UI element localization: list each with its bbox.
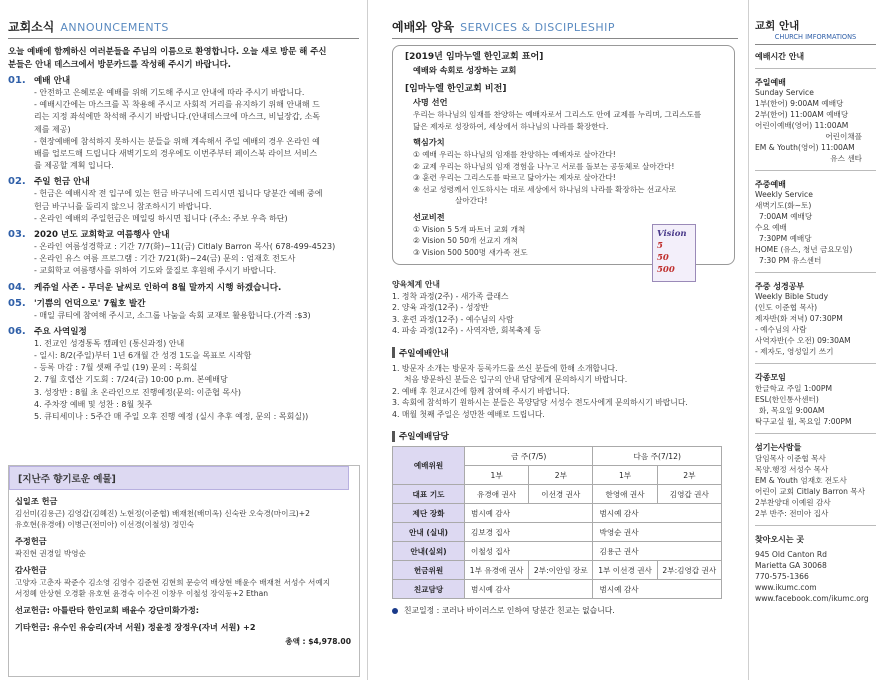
staff-line: 목양.행정 서성수 목사 <box>755 465 829 474</box>
announcement-number: 01. <box>8 75 26 86</box>
announcement-line: - 온라인 유스 여름 프로그램 : 기간 7/21(화)~24(금) 문의 : 엄재호 전도사 <box>34 254 296 264</box>
training-title: 양육체계 안내 <box>392 280 440 289</box>
announcement-line: - 안전하고 은혜로운 예배를 위해 기도해 주시고 안내에 따라 주시기 바랍니다. <box>34 88 305 97</box>
schedule-line: 화, 목요일 9:00AM <box>759 406 825 415</box>
giving-names: 고양자 고춘자 곽준수 김소영 김영수 김준현 김현희 문승억 배상현 배윤수 배재천 서성수 서예지 <box>15 578 331 587</box>
announcement-line: 4. 주차장 예배 및 성찬 : 8월 첫주 <box>34 399 153 409</box>
duty-cell: 2부:김영갑 권사 <box>657 561 721 580</box>
vision-badge-number: 500 <box>657 265 675 275</box>
duty-sub-header: 1부 <box>465 466 529 485</box>
core-value-line: ① 예배 우리는 하나님의 임재를 찬양하는 예배자로 살아간다! <box>413 150 616 159</box>
announcement-number: 05. <box>8 297 26 309</box>
schedule-line: 수요 예배 <box>755 223 787 232</box>
mission-line: 닮은 제자로 성장하여, 세상에서 하나님의 나라를 확장한다. <box>413 121 609 131</box>
announcement-line: - 현장예배에 참석하지 못하시는 분들을 위해 계속해서 주일 예배의 경우 온라인 예 <box>34 136 320 146</box>
duty-cell: 범시예 감사 <box>465 580 593 599</box>
mission-vision-line: ① Vision 5 5개 파트너 교회 개척 <box>413 224 526 234</box>
vision-title: [임마누엘 한인교회 비전] <box>405 84 507 94</box>
duty-sub-header: 2부 <box>657 466 721 485</box>
divider <box>755 272 876 273</box>
duty-cell: 이선경 권사 <box>529 485 593 504</box>
announcements-title-ko: 교회소식 <box>8 20 55 34</box>
directions-title: 찾아오시는 곳 <box>755 535 805 544</box>
table-row <box>393 523 722 542</box>
announcement-number: 06. <box>8 325 26 337</box>
fellowship-note-text: 친교일정 : 코러나 바이러스로 인하여 당분간 친교는 없습니다. <box>404 606 615 615</box>
duty-cell: 박영순 권사 <box>593 523 722 542</box>
giving-names: 곽진현 권경일 박영순 <box>15 549 86 558</box>
schedule-line: 한글학교 주일 1:00PM <box>755 384 833 393</box>
staff-title: 섬기는사람들 <box>755 443 802 452</box>
training-line: 4. 파송 과정(12주) - 사역자반, 회복축제 등 <box>392 326 542 335</box>
schedule-line: ESL(한인통사센터) <box>755 395 819 404</box>
staff-line: EM & Youth 엄재호 전도사 <box>755 476 847 485</box>
duty-row-label: 안내 (실내) <box>393 523 465 542</box>
schedule-line: 7:30 PM 유스센터 <box>759 256 822 265</box>
sunday-title-en: Sunday Service <box>755 88 814 97</box>
services-header <box>392 18 738 39</box>
announcements-header <box>8 18 359 39</box>
announcement-line: 2. 7월 호렙산 기도회 : 7/24(금) 10:00 p.m. 본예배당 <box>34 375 228 385</box>
announcement-line: 1. 전교인 성경통독 캠페인 (통신과정) 안내 <box>34 338 185 348</box>
section-bar <box>392 431 395 442</box>
duty-cell: 이철성 집사 <box>465 542 593 561</box>
announcement-item <box>8 229 359 278</box>
core-value-line: ④ 선교 성령께서 인도하시는 대로 세상에서 하나님의 나라를 확장하는 선교사로 <box>413 184 677 194</box>
worship-guide-title: 주일예배안내 <box>399 348 449 359</box>
giving-title: 기타헌금: 유수인 유승리(자녀 서원) 정윤정 장정우(자녀 서원) +2 <box>15 622 256 632</box>
mission-vision-line: ② Vision 50 50개 선교지 개척 <box>413 236 518 245</box>
announcement-line: - 매일 큐티에 참여해 주시고, 소그룹 나눔을 속회 교재로 활용합니다.(가격 :$3) <box>34 310 311 320</box>
mission-vision-line: ③ Vision 500 500명 새가족 전도 <box>413 247 528 257</box>
schedule-line: EM & Youth(영어) 11:00AM <box>755 143 855 152</box>
giving-title: 감사헌금 <box>15 565 47 575</box>
announcement-line: 제를 제공) <box>34 124 71 134</box>
weekly-title: 주중예배 <box>755 180 786 189</box>
announcement-item <box>8 282 359 294</box>
website-link[interactable]: www.ikumc.com <box>755 583 817 592</box>
announcement-item <box>8 75 359 172</box>
motto: 예배와 속회로 성장하는 교회 <box>413 65 517 75</box>
duty-cell: 2부:이안임 장로 <box>529 561 593 580</box>
church-info-subtitle: CHURCH IMFORMATIONS <box>755 33 876 45</box>
vision-badge-number: 5 <box>657 241 663 251</box>
hours-title: 예배시간 안내 <box>755 52 805 61</box>
announcement-number: 03. <box>8 229 26 241</box>
welcome-intro <box>8 45 359 71</box>
address-line: 945 Old Canton Rd <box>755 550 827 559</box>
schedule-line: 제자반(화 저녁) 07:30PM <box>755 314 843 323</box>
schedule-line: - 제자도, 영성일기 쓰기 <box>755 347 834 356</box>
weekly-title-en: Weekly Service <box>755 190 813 199</box>
giving-title: 십일조 헌금 <box>15 496 58 506</box>
schedule-line: - 예수님의 사람 <box>755 325 807 334</box>
duty-row-label: 제단 장화 <box>393 504 465 523</box>
table-row <box>393 485 722 504</box>
phone-number: 770-575-1366 <box>755 572 809 581</box>
guide-line: 처음 방문하신 분들은 입구의 안내 담당에게 문의하시기 바랍니다. <box>404 375 628 384</box>
staff-line: 2부 반주: 전미아 집사 <box>755 509 829 518</box>
address-line: Marietta GA 30068 <box>755 561 827 570</box>
schedule-line: 1부(한어) 9:00AM 예배당 <box>755 99 844 108</box>
duty-cell: 김보경 집사 <box>465 523 593 542</box>
duty-cell: 유경애 권사 <box>465 485 529 504</box>
staff-line: 2부찬양대 이예원 감사 <box>755 498 831 507</box>
vision-badge-word: Vision <box>657 229 687 239</box>
sunday-title: 주일예배 <box>755 78 786 87</box>
church-info-column <box>748 0 880 680</box>
announcement-line: 리는 지정 좌석에만 착석해 주시기 바랍니다.(안내데스크에 마스크, 비닐장갑, 소독 <box>34 112 321 122</box>
duty-cell: 김영갑 권사 <box>657 485 721 504</box>
intro-line: 분들은 안내 데스크에서 방문카드를 작성해 주시기 바랍니다. <box>8 59 231 69</box>
schedule-line: (인도 이준협 목사) <box>755 303 818 312</box>
bible-study-title: 주중 성경공부 <box>755 282 805 291</box>
schedule-line: 어린이채플 <box>825 132 862 141</box>
guide-line: 1. 방문자 소개는 방문자 등록카드를 쓰신 분들에 한해 소개합니다. <box>392 363 618 373</box>
duty-cell: 범시예 감사 <box>465 504 593 523</box>
schedule-line: 2부(한어) 11:00AM 예배당 <box>755 110 849 119</box>
core-value-line: ③ 훈련 우리는 그리스도를 따르고 닮아가는 제자로 살아간다! <box>413 173 616 182</box>
schedule-line: 7:00AM 예배당 <box>759 212 813 221</box>
announcement-item <box>8 326 359 423</box>
guide-line: 3. 속회에 참석하기 원하시는 분들은 목양담당 서성수 전도사에게 문의하시기 바랍니다. <box>392 398 688 407</box>
duty-row-label: 대표 기도 <box>393 485 465 504</box>
schedule-line: HOME (유스, 청년 금요모임) <box>755 245 853 254</box>
duty-sub-header: 2부 <box>529 466 593 485</box>
announcement-line: - 예배시간에는 마스크를 꼭 착용해 주시고 사회적 거리를 유지하기 위해 안내해 드 <box>34 100 320 110</box>
duty-cell: 한영애 권사 <box>593 485 657 504</box>
services-column <box>368 0 748 680</box>
announcement-line: - 교회학교 여름행사를 위하여 기도와 물질로 후원해 주시기 바랍니다. <box>34 266 277 276</box>
schedule-line: 탁구교실 월, 목요일 7:00PM <box>755 417 852 426</box>
vision-badge <box>652 224 696 282</box>
worship-guide-section <box>392 347 738 421</box>
announcement-title: 케쥬얼 사존 - 무더운 날씨로 인하여 8월 말까지 시행 하겠습니다. <box>34 282 282 293</box>
divider <box>755 170 876 171</box>
training-line: 2. 양육 과정(12주) - 성장반 <box>392 303 489 312</box>
giving-names: 김선미(김용근) 김영갑(김혜진) 노현정(이준협) 배재천(배미옥) 신숙란 오숙경(마이크)+2 <box>15 509 310 518</box>
training-line: 3. 훈련 과정(12주) - 예수님의 사람 <box>392 314 514 324</box>
announcement-title: 주요 사역일정 <box>34 326 87 337</box>
bullet-icon <box>392 608 398 614</box>
announcement-title: 주일 헌금 안내 <box>34 177 90 188</box>
announcements-title-en: ANNOUNCEMENTS <box>60 21 169 34</box>
church-info-title: 교회 안내 <box>755 20 800 32</box>
giving-header: [지난주 향기로운 예물] <box>9 466 349 490</box>
fellowship-note <box>392 605 738 616</box>
announcement-title: '기쁨의 언덕으로' 7월호 발간 <box>34 298 146 309</box>
core-values-title: 핵심가치 <box>413 137 445 147</box>
mission-vision-title: 선교비전 <box>413 211 445 222</box>
mission-line: 우리는 하나님의 임재를 찬양하는 예배자로서 그리스도 안에 교제를 누리며, 그리스도를 <box>413 110 702 119</box>
duty-week-header: 금 주(7/5) <box>465 447 593 466</box>
duty-row-label: 안내(실외) <box>393 542 465 561</box>
mission-title: 사명 선언 <box>413 97 448 107</box>
divider <box>755 433 876 434</box>
announcement-line: 배를 업로드해 드립니다 새벽기도의 경우에도 이번주부터 페이스북 라이브 서비스 <box>34 149 318 159</box>
duty-col-label: 예배위원 <box>393 447 465 485</box>
announcement-line: 3. 성장반 : 8월 초 온라인으로 진행예정(문의: 이준협 목사) <box>34 387 241 397</box>
giving-title: 주정헌금 <box>15 536 47 546</box>
schedule-line: 유스 센타 <box>830 154 862 163</box>
divider <box>755 363 876 364</box>
schedule-line: 어린이예배(영어) 11:00AM <box>755 121 849 130</box>
groups-title: 각종모임 <box>755 373 786 382</box>
announcement-number: 04. <box>8 281 26 293</box>
giving-box <box>8 465 360 677</box>
duty-section <box>392 430 738 616</box>
duty-week-header: 다음 주(7/12) <box>593 447 722 466</box>
intro-line: 오늘 예배에 함께하신 여러분들을 주님의 이름으로 환영합니다. 오늘 새로 방문 해 주신 <box>8 46 327 56</box>
training-section <box>392 279 738 337</box>
duty-sub-header: 1부 <box>593 466 657 485</box>
schedule-line: 새벽기도(화~토) <box>755 201 812 210</box>
staff-line: 담임목사 이준협 목사 <box>755 454 826 463</box>
giving-names: 유호현(유경애) 이병근(전미아) 이선경(이철성) 정민숙 <box>15 520 195 529</box>
announcement-item <box>8 298 359 322</box>
training-line: 1. 정착 과정(2주) - 새가족 클래스 <box>392 291 509 301</box>
schedule-line: 7:30PM 예배당 <box>759 234 812 243</box>
facebook-link[interactable]: www.facebook.com/ikumc.org <box>755 594 869 603</box>
divider <box>755 68 876 69</box>
announcement-item <box>8 176 359 225</box>
duty-cell: 김용근 권사 <box>593 542 722 561</box>
duty-title: 주일예배담당 <box>399 432 449 442</box>
announcement-number: 02. <box>8 176 26 188</box>
duty-row-label: 헌금위원 <box>393 561 465 580</box>
guide-line: 4. 매월 첫째 주일은 성만찬 예배로 드립니다. <box>392 409 545 419</box>
staff-line: 어린이 교회 Citlaly Barron 목사 <box>755 487 866 496</box>
divider <box>755 525 876 526</box>
duty-table <box>392 446 722 599</box>
duty-cell: 범시예 감사 <box>593 580 722 599</box>
table-row <box>393 580 722 599</box>
announcement-line: - 온라인 여름성경학교 : 기간 7/7(화)~11(금) Citlaly Barron 목사( 678-499-4523) <box>34 242 336 252</box>
motto-title: [2019년 임마누엘 한인교회 표어] <box>405 52 544 62</box>
vision-badge-number: 50 <box>657 253 669 263</box>
schedule-line: 사역자반(수 오전) 09:30AM <box>755 336 851 345</box>
giving-total: 총액 : $4,978.00 <box>285 637 351 646</box>
giving-title: 선교헌금: 아틀란타 한인교회 배윤수 강단미화가정: <box>15 605 200 615</box>
core-value-line: ② 교제 우리는 하나님의 임재 경험을 나누고 서로를 돌보는 공동체로 살아간다! <box>413 161 675 171</box>
duty-row-label: 친교담당 <box>393 580 465 599</box>
section-bar <box>392 347 395 358</box>
announcement-line: - 등록 마감 : 7월 셋째 주일 (19) 문의 : 목회실 <box>34 363 198 373</box>
announcement-line: - 온라인 예배의 주일헌금은 메일링 하시면 됩니다 (주소: 주보 우측 하단) <box>34 213 288 223</box>
guide-line: 2. 예배 후 친교시간에 함께 참여해 주시기 바랍니다. <box>392 386 570 396</box>
announcement-title: 2020 년도 교회학교 여름행사 안내 <box>34 230 170 241</box>
duty-cell: 1부 이선경 권사 <box>593 561 657 580</box>
services-title-ko: 예배와 양육 <box>392 20 455 34</box>
duty-cell: 1부 유경애 권사 <box>465 561 529 580</box>
announcement-line: 5. 큐티세미나 : 5주간 매 주일 오후 진행 예정 (실시 추후 예정, 문의 : 목회실)) <box>34 412 309 422</box>
announcements-column <box>0 0 368 680</box>
table-row <box>393 542 722 561</box>
announcement-line: 헌금 바구니를 돌리지 않으니 참조하시기 바랍니다. <box>34 201 212 211</box>
duty-cell: 범시예 감사 <box>593 504 722 523</box>
table-row <box>393 504 722 523</box>
announcement-line: - 일시: 8/2(주일)부터 1년 6개월 간 성경 1도을 목표로 시작함 <box>34 351 252 361</box>
announcement-title: 예배 안내 <box>34 76 71 86</box>
announcement-line: - 헌금은 예배시작 전 입구에 있는 헌금 바구니에 드리시면 됩니다 당분간 예배 중에 <box>34 189 323 199</box>
core-value-line: 살아간다! <box>455 196 488 205</box>
giving-names: 서정혜 안상현 오경환 유호현 윤경숙 이수진 이창우 이철성 장익동+2 Ethan <box>15 589 269 598</box>
bible-study-title-en: Weekly Bible Study <box>755 292 829 301</box>
announcement-line: 를 제공할 계획 입니다. <box>34 161 114 171</box>
services-title-en: SERVICES & DISCIPLESHIP <box>460 21 616 34</box>
table-row <box>393 561 722 580</box>
